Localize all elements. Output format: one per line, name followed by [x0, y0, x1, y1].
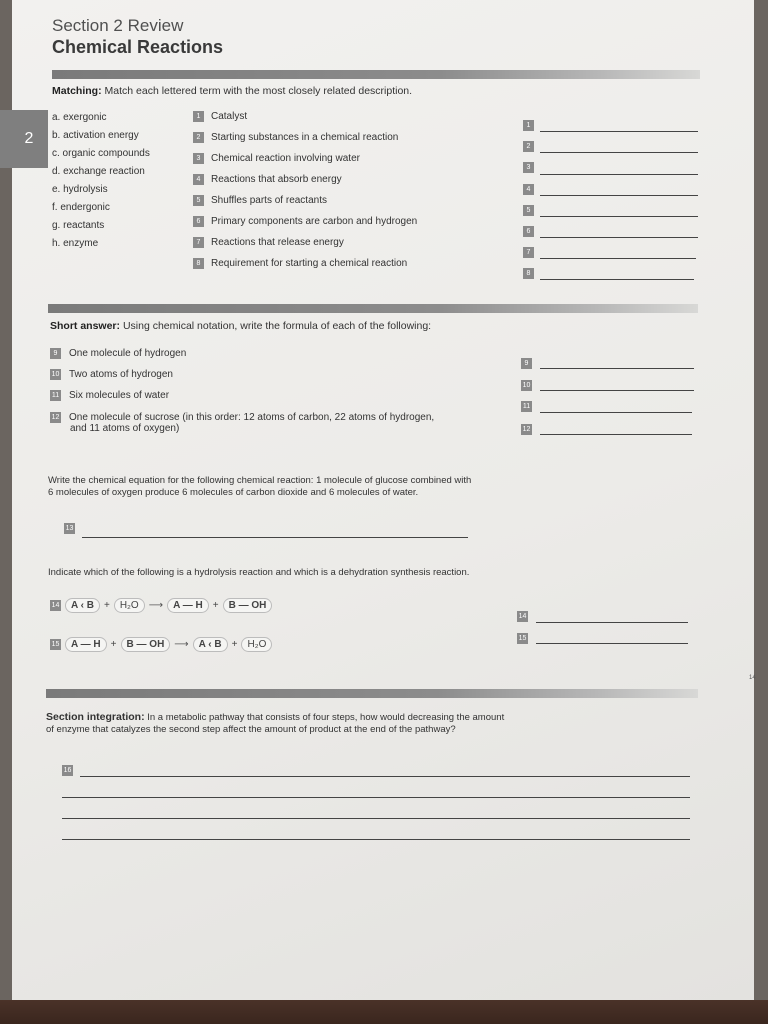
answer-number: 9	[521, 355, 532, 373]
term-item: b. activation energy	[52, 130, 139, 141]
answer-number: 1	[523, 117, 534, 135]
short-answer-item: 9 One molecule of hydrogen	[50, 348, 186, 359]
answer-number: 3	[523, 159, 534, 177]
reaction-14: 14 A ‹ B + H₂O ⟶ A — H + B — OH	[50, 598, 272, 613]
term-item: c. organic compounds	[52, 148, 150, 159]
answer-blank[interactable]	[536, 643, 688, 644]
background-floor	[0, 1000, 768, 1024]
integration-answer-line[interactable]	[62, 797, 690, 798]
answer-number: 16	[63, 767, 72, 775]
molecule-a-h: A — H	[167, 598, 209, 613]
integration-answer-line[interactable]	[62, 839, 690, 840]
term-item: e. hydrolysis	[52, 184, 108, 195]
short-answer-instruction: Short answer: Using chemical notation, write the formula of each of the following:	[50, 320, 432, 332]
answer-blank[interactable]	[540, 131, 698, 132]
molecule-b-oh: B — OH	[121, 637, 171, 652]
description-item: 2 Starting substances in a chemical reaction	[193, 132, 417, 153]
section-tab: 2	[0, 110, 48, 168]
water-molecule: H₂O	[114, 598, 145, 613]
answer-number: 6	[523, 223, 534, 241]
hydrolysis-instruction: Indicate which of the following is a hydrolysis reaction and which is a dehydration synthesis reaction.	[48, 567, 470, 578]
short-answer-item: 12 One molecule of sucrose (in this order: 12 atoms of carbon, 22 atoms of hydrogen, and 11 atoms of oxygen)	[51, 412, 435, 435]
answer-blank[interactable]	[540, 368, 694, 369]
page-title: Chemical Reactions	[52, 37, 224, 57]
answer-blank[interactable]	[540, 279, 694, 280]
integration-question: Section integration: In a metabolic pathway that consists of four steps, how would decreasing the amount of enzyme that catalyzes the second step affect the amount of product at the end of the pathway?	[46, 711, 505, 735]
answer-blank[interactable]	[540, 434, 692, 435]
answer-number: 14	[518, 613, 527, 621]
description-item: 4 Reactions that absorb energy	[193, 174, 417, 195]
term-item: g. reactants	[52, 220, 105, 231]
answer-number: 13	[65, 525, 74, 533]
answer-number: 12	[522, 426, 531, 434]
reaction-arrow: ⟶	[174, 639, 189, 650]
description-item: 5 Shuffles parts of reactants	[193, 195, 417, 216]
divider-bar	[48, 304, 698, 313]
answer-blank[interactable]	[540, 174, 698, 175]
answer-blank[interactable]	[540, 412, 692, 413]
integration-answer-line[interactable]	[80, 776, 690, 777]
page-number: 14	[749, 675, 756, 681]
molecule-ab: A ‹ B	[193, 637, 228, 652]
answer-blank[interactable]	[540, 390, 694, 391]
molecule-a-h: A — H	[65, 637, 107, 652]
molecule-b-oh: B — OH	[223, 598, 273, 613]
term-item: h. enzyme	[52, 238, 99, 249]
answer-blank[interactable]	[540, 195, 698, 196]
reaction-arrow: ⟶	[148, 600, 164, 611]
answer-blank[interactable]	[536, 622, 688, 623]
answer-number: 2	[523, 138, 534, 156]
answer-number: 4	[523, 181, 534, 199]
short-answer-item: 11 Six molecules of water	[51, 390, 170, 402]
term-item: d. exchange reaction	[52, 166, 145, 177]
integration-answer-line[interactable]	[62, 818, 690, 819]
description-item: 3 Chemical reaction involving water	[193, 153, 417, 174]
divider-bar	[46, 689, 698, 698]
answer-blank[interactable]	[540, 258, 696, 259]
answer-blank[interactable]	[540, 237, 698, 238]
terms-list	[52, 112, 182, 256]
answer-number: 15	[518, 635, 527, 643]
answer-blank[interactable]	[540, 216, 698, 217]
term-item: f. endergonic	[52, 202, 110, 213]
answer-number: 5	[523, 202, 534, 220]
answer-number: 10	[522, 382, 531, 390]
section-title: Section 2 Review	[52, 16, 184, 35]
answer-number: 8	[523, 265, 534, 283]
description-item: 8 Requirement for starting a chemical reaction	[193, 258, 417, 279]
water-molecule: H₂O	[241, 637, 272, 652]
matching-instruction: Matching: Match each lettered term with the most closely related description.	[52, 85, 413, 97]
equation-instruction: Write the chemical equation for the following chemical reaction: 1 molecule of glucose combined with 6 molecules of oxygen produce 6 molecules of carbon dioxide and 6 molecules of water.	[48, 475, 472, 498]
short-answer-item: 10 Two atoms of hydrogen	[51, 369, 173, 381]
descriptions-list	[193, 111, 417, 279]
description-item: 6 Primary components are carbon and hydrogen	[193, 216, 417, 237]
reaction-15: 15 A — H + B — OH ⟶ A ‹ B + H₂O	[50, 637, 272, 652]
description-item: 1 Catalyst	[193, 111, 417, 132]
divider-bar	[52, 70, 700, 79]
answer-blank[interactable]	[540, 152, 698, 153]
term-item: a. exergonic	[52, 112, 107, 123]
molecule-ab: A ‹ B	[65, 598, 100, 613]
answer-number: 11	[522, 403, 531, 411]
description-item: 7 Reactions that release energy	[193, 237, 417, 258]
equation-answer-blank[interactable]	[82, 537, 468, 538]
answer-number: 7	[523, 244, 534, 262]
